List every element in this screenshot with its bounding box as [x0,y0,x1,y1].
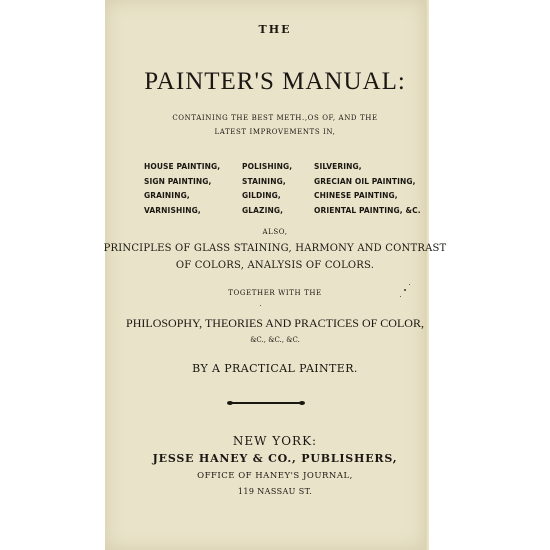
author-line: BY A PRACTICAL PAINTER. [192,362,358,375]
topic-item: GILDING, [242,191,281,201]
together-label: TOGETHER WITH THE [228,289,322,297]
topic-item: HOUSE PAINTING, [144,162,221,171]
topic-item: SILVERING, [314,162,362,171]
book-title: PAINTER'S MANUAL: [144,68,406,95]
ink-speck [260,305,261,306]
ink-speck [400,296,401,297]
decorative-rule [230,402,302,404]
city-line: NEW YORK: [232,434,318,448]
subtitle-line-1: CONTAINING THE BEST METH.,OS OF, AND THE [172,114,378,122]
principles-line-2: OF COLORS, ANALYSIS OF COLORS. [175,260,375,271]
topic-item: VARNISHING, [144,206,201,216]
publisher-line: JESSE HANEY & CO., PUBLISHERS, [152,452,398,465]
topic-item: CHINESE PAINTING, [314,191,398,201]
topics-column-2 [242,160,292,219]
subtitle-line-2: LATEST IMPROVEMENTS IN, [214,128,336,136]
office-line: OFFICE OF HANEY'S JOURNAL, [197,471,353,481]
topic-item: SIGN PAINTING, [144,176,212,186]
ink-speck [404,289,406,291]
topics-column-1 [144,160,220,219]
etc-line: &C., &C., &C. [250,336,300,344]
topic-item: STAINING, [242,176,286,186]
topic-item: GLAZING, [242,206,284,216]
also-label: ALSO, [262,228,288,236]
address-line: 119 NASSAU ST. [237,487,313,496]
topics-column-3 [314,160,421,219]
philosophy-line: PHILOSOPHY, THEORIES AND PRACTICES OF COLOR, [126,316,424,330]
topic-item: POLISHING, [242,162,293,171]
topic-item: GRECIAN OIL PAINTING, [314,176,416,186]
heading-the: THE [258,23,292,36]
topic-item: GRAINING, [144,191,190,201]
principles-line-1: PRINCIPLES OF GLASS STAINING, HARMONY AND CONTRAST [103,243,447,254]
ink-speck [409,284,410,285]
topic-item: ORIENTAL PAINTING, &C. [314,206,421,216]
